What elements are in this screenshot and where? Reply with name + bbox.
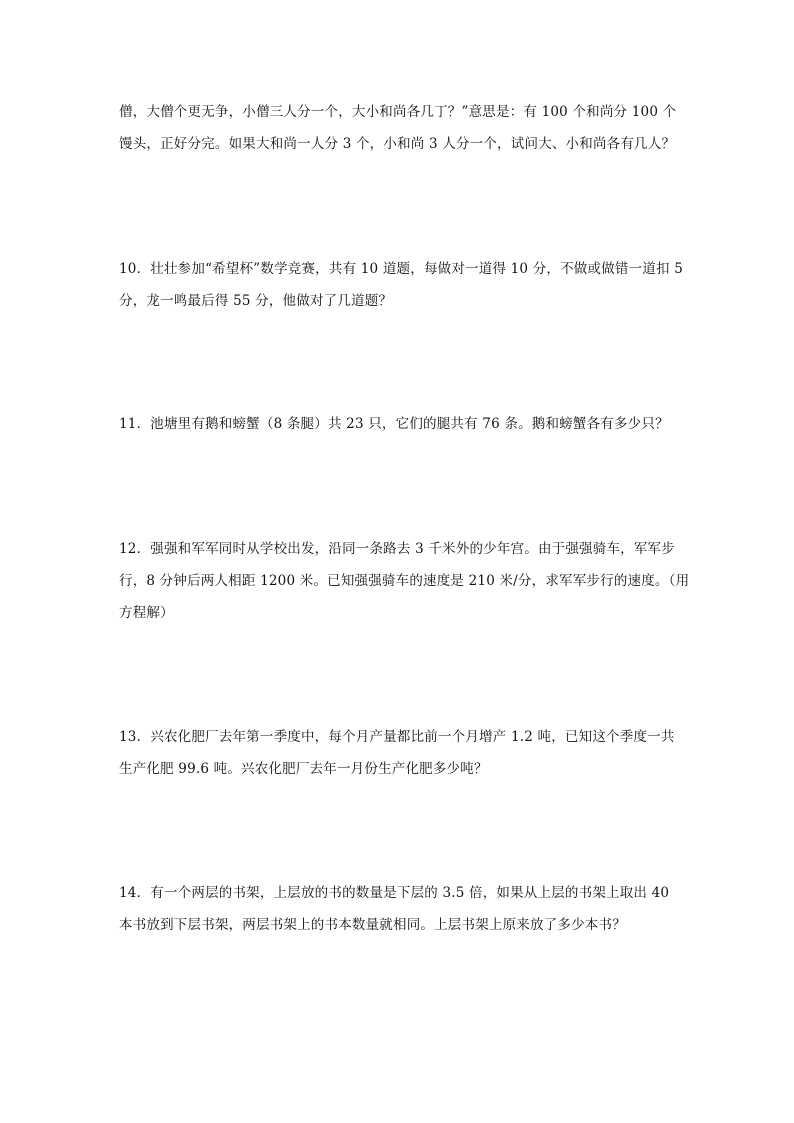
- problem-line: 僧，大僧个更无争，小僧三人分一个，大小和尚各几丁？”意思是：有 100 个和尚分 100 个: [119, 104, 677, 120]
- problem-line: 生产化肥 99.6 吨。兴农化肥厂去年一月份生产化肥多少吨？: [119, 761, 488, 777]
- problem-line: 分，龙一鸣最后得 55 分，他做对了几道题？: [119, 293, 393, 309]
- problem-line: 本书放到下层书架，两层书架上的书本数量就相同。上层书架上原来放了多少本书？: [119, 917, 626, 933]
- problem-10: [119, 253, 683, 317]
- problem-line: 14．有一个两层的书架，上层放的书的数量是下层的 3.5 倍，如果从上层的书架上取出 40: [119, 885, 670, 901]
- problem-11: [119, 408, 679, 440]
- problem-line: 馒头，正好分完。如果大和尚一人分 3 个，小和尚 3 人分一个，试问大、小和尚各有几人？: [119, 136, 676, 152]
- problem-line: 10．壮壮参加“希望杯”数学竞赛，共有 10 道题，每做对一道得 10 分，不做或做错一道扣 5: [119, 261, 683, 277]
- problem-9-continued: [119, 96, 679, 160]
- problem-line: 12．强强和军军同时从学校出发，沿同一条路去 3 千米外的少年宫。由于强强骑车，军军步: [119, 541, 675, 557]
- problem-line: 11．池塘里有鹅和螃蟹（8 条腿）共 23 只，它们的腿共有 76 条。鹅和螃蟹各有多少只？: [119, 416, 669, 432]
- problem-line: 13．兴农化肥厂去年第一季度中，每个月产量都比前一个月增产 1.2 吨，已知这个季度一共: [119, 729, 675, 745]
- problem-12: [119, 533, 690, 629]
- problem-line: 方程解）: [119, 605, 174, 621]
- problem-13: [119, 721, 679, 785]
- problem-line: 行，8 分钟后两人相距 1200 米。已知强强骑车的速度是 210 米/分，求军军步行的速度。（用: [119, 573, 690, 589]
- problem-14: [119, 877, 679, 941]
